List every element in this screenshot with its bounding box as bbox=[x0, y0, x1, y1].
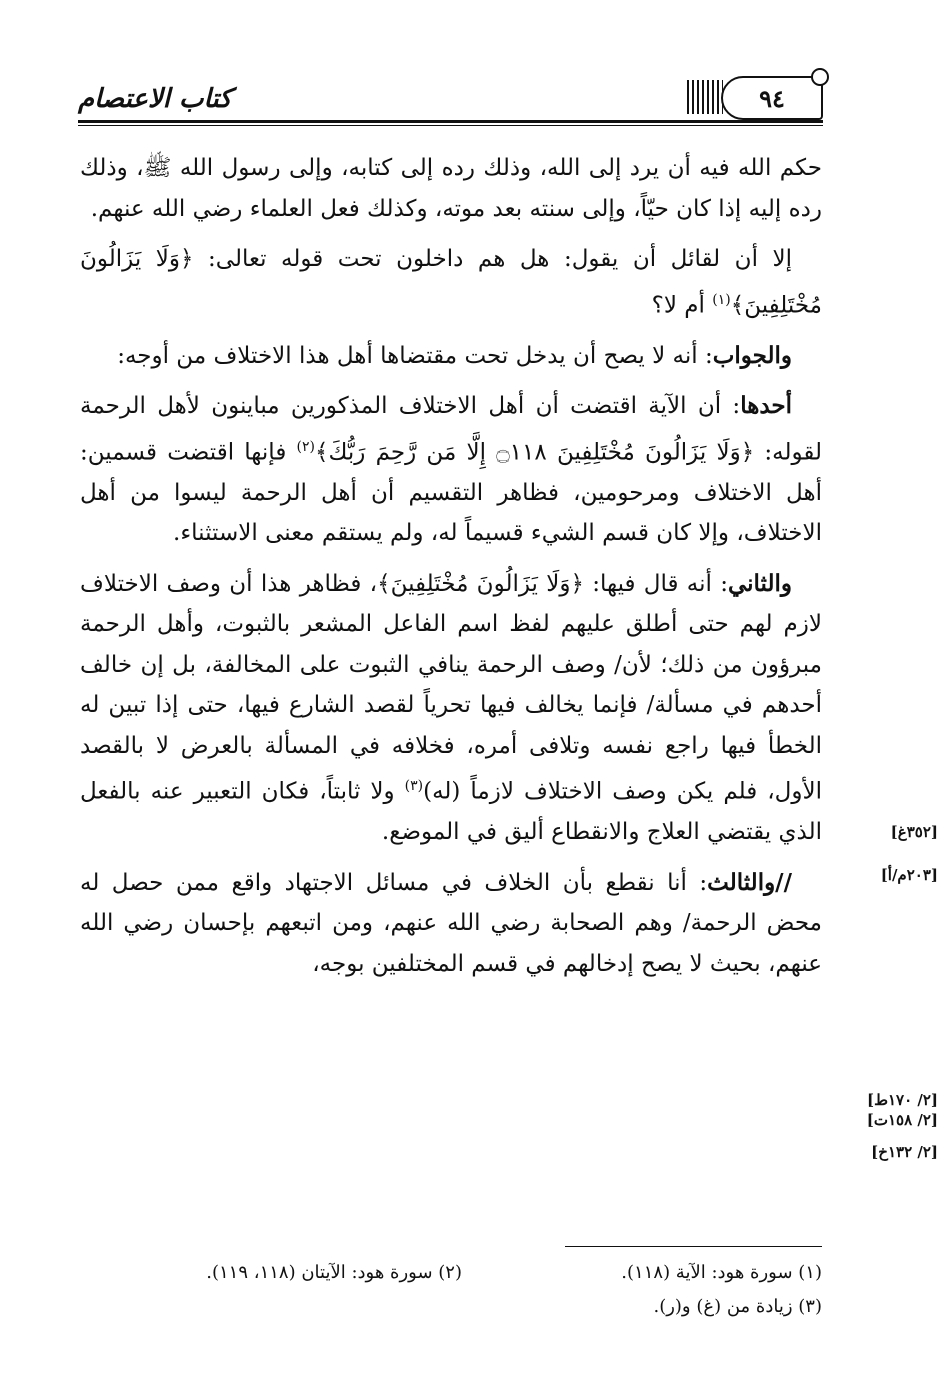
margin-note: [٣٥٢غ] bbox=[890, 823, 938, 841]
margin-note: [٢/ ١٥٨ت] bbox=[866, 1111, 938, 1129]
paragraph-answer: والجواب: أنه لا يصح أن يدخل تحت مقتضاها أهل هذا الاختلاف من أوجه: bbox=[117, 341, 792, 369]
margin-note: [٢٠٣م/أ] bbox=[880, 866, 938, 884]
footnote-ref-3: (٣) bbox=[404, 778, 424, 795]
paragraph-1: حكم الله فيه أن يرد إلى الله، وذلك رده إلى كتابه، وإلى رسول الله ﷺ، وذلك رده إليه إذا كان حيّاً، وإلى سنته بعد موته، وكذلك فعل العلماء رضي الله عنهم. bbox=[80, 155, 822, 222]
margin-note: [٢/ ١٣٢خ] bbox=[871, 1143, 938, 1161]
footnote-ref-2: (٢) bbox=[296, 438, 315, 455]
book-title: كتاب الاعتصام bbox=[78, 84, 232, 114]
header-rule-thin bbox=[78, 125, 823, 126]
footnote-2: (٢) سورة هود: الآيتان (١١٨، ١١٩). bbox=[206, 1262, 462, 1283]
page-header bbox=[78, 70, 823, 126]
main-text bbox=[80, 148, 822, 994]
footnote-separator bbox=[565, 1246, 822, 1247]
paragraph-2: إلا أن لقائل أن يقول: هل هم داخلون تحت قوله تعالى: ﴿وَلَا يَزَالُونَ مُخْتَلِفِينَ﴾$^{(١)}$ أم لا؟ bbox=[80, 246, 822, 319]
paragraph-first: أحدها: أن الآية اقتضت أن أهل الاختلاف المذكورين مباينون لأهل الرحمة لقوله: ﴿وَلَا يَزَالُونَ مُخْتَلِفِينَ ۝١١٨ إِلَّا مَن رَّحِمَ رَبُّكَ﴾$^{(٢)}$ فإنها اقتضت قسمين: أهل الاختلاف ومرحومين، فظاهر التقسيم أن أهل الرحمة ليسوا من أهل الاختلاف، وإلا كان قسم الشيء قسيماً له، ولم يستقم معنى الاستثناء. bbox=[80, 392, 822, 547]
lead-word: //والثالث bbox=[707, 868, 792, 896]
footnote-row bbox=[80, 1256, 822, 1290]
footnote-3: (٣) زيادة من (غ) و(ر). bbox=[653, 1296, 822, 1317]
header-rule bbox=[78, 120, 823, 123]
paragraph-third: //والثالث: أنا نقطع بأن الخلاف في مسائل الاجتهاد واقع ممن حصل له محض الرحمة/ وهم الصحابة رضي الله عنهم، ومن اتبعهم بإحسان رضي الله عنهم، بحيث لا يصح إدخالهم في قسم المختلفين بوجه، bbox=[80, 868, 822, 977]
paragraph-second: والثاني: أنه قال فيها: ﴿وَلَا يَزَالُونَ مُخْتَلِفِينَ﴾، فظاهر هذا أن وصف الاختلاف لازم لهم حتى أطلق عليهم لفظ اسم الفاعل المشعر بالثبوت، وأهل الرحمة مبرؤون من ذلك؛ لأن/ وصف الرحمة ينافي الثبوت على المخالفة، بل إن خالف أحدهم في مسألة/ فإنما يخالف فيها تحرياً لقصد الشارع فيها، حتى إذا تبين له الخطأ فيها راجع نفسه وتلافى أمره، فخلافه في المسألة بالعرض لا بالقصد الأول، فلم يكن وصف الاختلاف لازماً (له)$^{(٣)}$ ولا ثابتاً، فكان التعبير عنه بالفعل الذي يقتضي العلاج والانقطاع أليق في الموضع. bbox=[80, 569, 822, 846]
footnotes bbox=[80, 1256, 822, 1324]
lead-word: والثاني bbox=[727, 569, 792, 597]
page-number: ٩٤ bbox=[721, 76, 823, 120]
margin-note: [٢/ ١٧٠ط] bbox=[866, 1091, 938, 1109]
lead-word: والجواب bbox=[712, 341, 792, 369]
lead-word: أحدها bbox=[740, 392, 793, 420]
header-ornament bbox=[687, 80, 723, 114]
footnote-ref-1: (١) bbox=[712, 291, 731, 308]
footnote-1: (١) سورة هود: الآية (١١٨). bbox=[621, 1262, 822, 1283]
